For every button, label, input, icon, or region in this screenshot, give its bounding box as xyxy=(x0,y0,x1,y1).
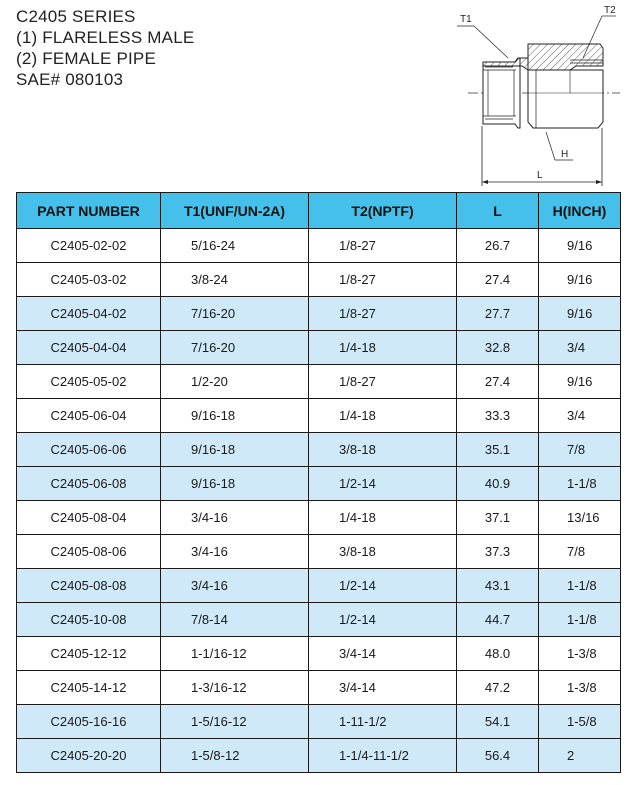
table-row xyxy=(17,705,621,739)
cell-t2: 1/4-18 xyxy=(309,331,457,365)
cell-l: 27.7 xyxy=(457,297,539,331)
cell-t1: 3/4-16 xyxy=(161,569,309,603)
cell-t1: 7/8-14 xyxy=(161,603,309,637)
h-label: H xyxy=(561,149,569,160)
col-header-t1: T1(UNF/UN-2A) xyxy=(161,193,309,229)
cell-l: 43.1 xyxy=(457,569,539,603)
cell-t2: 1-1/4-11-1/2 xyxy=(309,739,457,773)
cell-t1: 1-3/16-12 xyxy=(161,671,309,705)
cell-l: 47.2 xyxy=(457,671,539,705)
cell-t1: 3/4-16 xyxy=(161,501,309,535)
table-row xyxy=(17,365,621,399)
table-row xyxy=(17,433,621,467)
cell-part-number: C2405-08-04 xyxy=(17,501,161,535)
cell-h: 13/16 xyxy=(539,501,621,535)
cell-t2: 1/4-18 xyxy=(309,399,457,433)
cell-h: 1-1/8 xyxy=(539,569,621,603)
cell-t2: 3/8-18 xyxy=(309,535,457,569)
l-label: L xyxy=(537,170,543,181)
end-2-description: (2) FEMALE PIPE xyxy=(16,49,156,68)
hatched-section xyxy=(483,44,603,70)
cell-l: 32.8 xyxy=(457,331,539,365)
cell-t2: 1/2-14 xyxy=(309,603,457,637)
cell-part-number: C2405-08-06 xyxy=(17,535,161,569)
cell-part-number: C2405-14-12 xyxy=(17,671,161,705)
col-header-part-number: PART NUMBER xyxy=(17,193,161,229)
cell-t2: 3/4-14 xyxy=(309,671,457,705)
cell-part-number: C2405-06-06 xyxy=(17,433,161,467)
table-row xyxy=(17,297,621,331)
table-row xyxy=(17,229,621,263)
cell-h: 1-1/8 xyxy=(539,603,621,637)
cell-part-number: C2405-06-08 xyxy=(17,467,161,501)
table-row xyxy=(17,569,621,603)
cell-h: 1-1/8 xyxy=(539,467,621,501)
cell-t2: 1/4-18 xyxy=(309,501,457,535)
cell-part-number: C2405-10-08 xyxy=(17,603,161,637)
cell-h: 1-3/8 xyxy=(539,637,621,671)
cell-l: 56.4 xyxy=(457,739,539,773)
cell-l: 37.3 xyxy=(457,535,539,569)
cell-t2: 1-11-1/2 xyxy=(309,705,457,739)
series-title: C2405 SERIES xyxy=(16,7,136,26)
cell-t1: 9/16-18 xyxy=(161,433,309,467)
table-row xyxy=(17,739,621,773)
cell-h: 2 xyxy=(539,739,621,773)
cell-t1: 1-5/16-12 xyxy=(161,705,309,739)
cell-h: 1-5/8 xyxy=(539,705,621,739)
cell-t1: 3/4-16 xyxy=(161,535,309,569)
cell-part-number: C2405-04-04 xyxy=(17,331,161,365)
cell-part-number: C2405-12-12 xyxy=(17,637,161,671)
sae-number: SAE# 080103 xyxy=(16,70,124,89)
cell-h: 9/16 xyxy=(539,229,621,263)
cell-l: 44.7 xyxy=(457,603,539,637)
cell-l: 35.1 xyxy=(457,433,539,467)
hex-body xyxy=(528,70,603,128)
series-title-block xyxy=(16,6,194,90)
end-1-description: (1) FLARELESS MALE xyxy=(16,28,195,47)
cell-h: 9/16 xyxy=(539,263,621,297)
cell-l: 26.7 xyxy=(457,229,539,263)
cell-t2: 1/2-14 xyxy=(309,467,457,501)
col-header-t2: T2(NPTF) xyxy=(309,193,457,229)
cell-t2: 1/8-27 xyxy=(309,365,457,399)
cell-l: 48.0 xyxy=(457,637,539,671)
cell-part-number: C2405-04-02 xyxy=(17,297,161,331)
table-row xyxy=(17,535,621,569)
col-header-h: H(INCH) xyxy=(539,193,621,229)
cell-l: 40.9 xyxy=(457,467,539,501)
cell-h: 7/8 xyxy=(539,433,621,467)
cell-h: 1-3/8 xyxy=(539,671,621,705)
t1-label: T1 xyxy=(460,14,472,25)
table-body xyxy=(17,229,621,773)
cell-h: 3/4 xyxy=(539,331,621,365)
table-row xyxy=(17,467,621,501)
cell-part-number: C2405-20-20 xyxy=(17,739,161,773)
cell-t2: 3/4-14 xyxy=(309,637,457,671)
cell-t1: 9/16-18 xyxy=(161,399,309,433)
table-row xyxy=(17,399,621,433)
cell-h: 9/16 xyxy=(539,365,621,399)
cell-t2: 1/8-27 xyxy=(309,229,457,263)
cell-t1: 7/16-20 xyxy=(161,297,309,331)
table-row xyxy=(17,637,621,671)
col-header-l: L xyxy=(457,193,539,229)
cell-h: 3/4 xyxy=(539,399,621,433)
cell-h: 9/16 xyxy=(539,297,621,331)
specification-table xyxy=(16,192,621,773)
cell-t1: 3/8-24 xyxy=(161,263,309,297)
table-row xyxy=(17,263,621,297)
cell-part-number: C2405-08-08 xyxy=(17,569,161,603)
cell-t1: 1/2-20 xyxy=(161,365,309,399)
cell-l: 33.3 xyxy=(457,399,539,433)
cell-t2: 3/8-18 xyxy=(309,433,457,467)
table-header-row xyxy=(17,193,621,229)
cell-t1: 1-1/16-12 xyxy=(161,637,309,671)
cell-part-number: C2405-06-04 xyxy=(17,399,161,433)
cell-t1: 5/16-24 xyxy=(161,229,309,263)
table-row xyxy=(17,501,621,535)
cell-part-number: C2405-03-02 xyxy=(17,263,161,297)
t2-label: T2 xyxy=(604,5,616,16)
cell-l: 27.4 xyxy=(457,263,539,297)
cell-l: 37.1 xyxy=(457,501,539,535)
table-row xyxy=(17,671,621,705)
cell-t2: 1/8-27 xyxy=(309,263,457,297)
cell-t2: 1/8-27 xyxy=(309,297,457,331)
cell-h: 7/8 xyxy=(539,535,621,569)
fitting-cross-section xyxy=(450,0,633,190)
cell-t2: 1/2-14 xyxy=(309,569,457,603)
cell-t1: 7/16-20 xyxy=(161,331,309,365)
cell-part-number: C2405-16-16 xyxy=(17,705,161,739)
table-row xyxy=(17,603,621,637)
cell-t1: 9/16-18 xyxy=(161,467,309,501)
fitting-drawing xyxy=(450,0,633,190)
cell-t1: 1-5/8-12 xyxy=(161,739,309,773)
cell-part-number: C2405-02-02 xyxy=(17,229,161,263)
cell-l: 27.4 xyxy=(457,365,539,399)
table-row xyxy=(17,331,621,365)
cell-part-number: C2405-05-02 xyxy=(17,365,161,399)
cell-l: 54.1 xyxy=(457,705,539,739)
